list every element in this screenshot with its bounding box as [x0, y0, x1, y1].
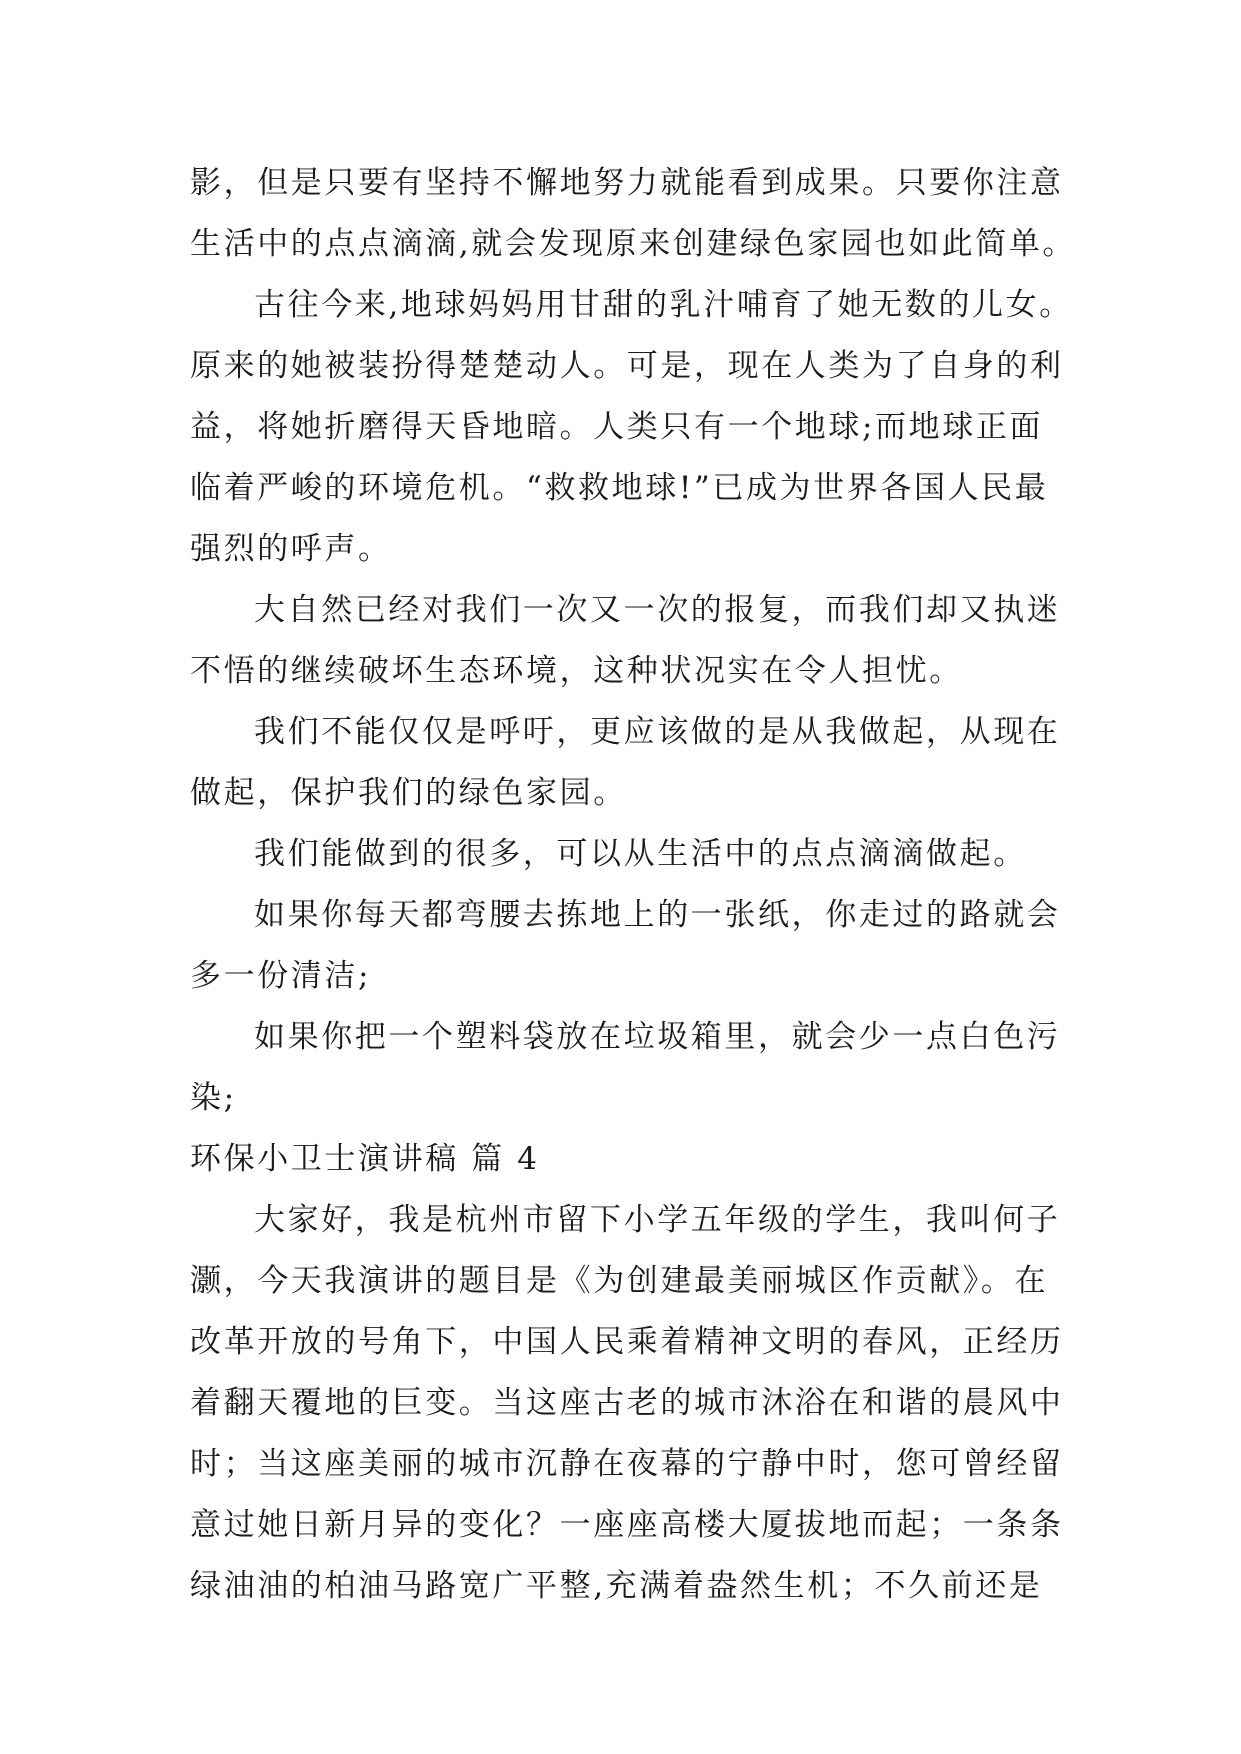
text-line: 强烈的呼声。 [190, 531, 392, 567]
text-line: 时；当这座美丽的城市沉静在夜幕的宁静中时，您可曾经留 [190, 1446, 1064, 1482]
text-line: 着翻天覆地的巨变。当这座古老的城市沐浴在和谐的晨风中 [190, 1385, 1064, 1421]
text-line: 临着严峻的环境危机。“救救地球!”已成为世界各国人民最 [190, 470, 1049, 506]
text-line: 影，但是只要有坚持不懈地努力就能看到成果。只要你注意 [190, 165, 1064, 201]
text-line: 原来的她被装扮得楚楚动人。可是，现在人类为了自身的利 [190, 348, 1064, 384]
text-line: 意过她日新月异的变化？一座座高楼大厦拔地而起；一条条 [190, 1507, 1064, 1543]
text-line: 做起，保护我们的绿色家园。 [190, 775, 627, 811]
text-line: 灏，今天我演讲的题目是《为创建最美丽城区作贡献》。在 [190, 1263, 1049, 1299]
text-line: 古往今来,地球妈妈用甘甜的乳汁哺育了她无数的儿女。 [254, 287, 1073, 323]
text-line: 不悟的继续破坏生态环境，这种状况实在令人担忧。 [190, 653, 963, 689]
text-line: 我们不能仅仅是呼吁，更应该做的是从我做起，从现在 [254, 714, 1061, 750]
text-line: 如果你把一个塑料袋放在垃圾箱里，就会少一点白色污 [254, 1019, 1061, 1055]
text-line: 染; [190, 1080, 237, 1116]
text-line: 绿油油的柏油马路宽广平整,充满着盎然生机；不久前还是 [190, 1568, 1043, 1604]
text-line: 如果你每天都弯腰去拣地上的一张纸，你走过的路就会 [254, 897, 1061, 933]
text-line: 我们能做到的很多，可以从生活中的点点滴滴做起。 [254, 836, 1027, 872]
text-line: 多一份清洁; [190, 958, 372, 994]
text-line: 大自然已经对我们一次又一次的报复，而我们却又执迷 [254, 592, 1061, 628]
text-line: 大家好，我是杭州市留下小学五年级的学生，我叫何子 [254, 1202, 1061, 1238]
section-heading: 环保小卫士演讲稿 篇 4 [190, 1141, 540, 1177]
text-line: 益，将她折磨得天昏地暗。人类只有一个地球;而地球正面 [190, 409, 1044, 445]
text-line: 生活中的点点滴滴,就会发现原来创建绿色家园也如此简单。 [190, 226, 1077, 262]
text-line: 改革开放的号角下，中国人民乘着精神文明的春风，正经历 [190, 1324, 1064, 1360]
